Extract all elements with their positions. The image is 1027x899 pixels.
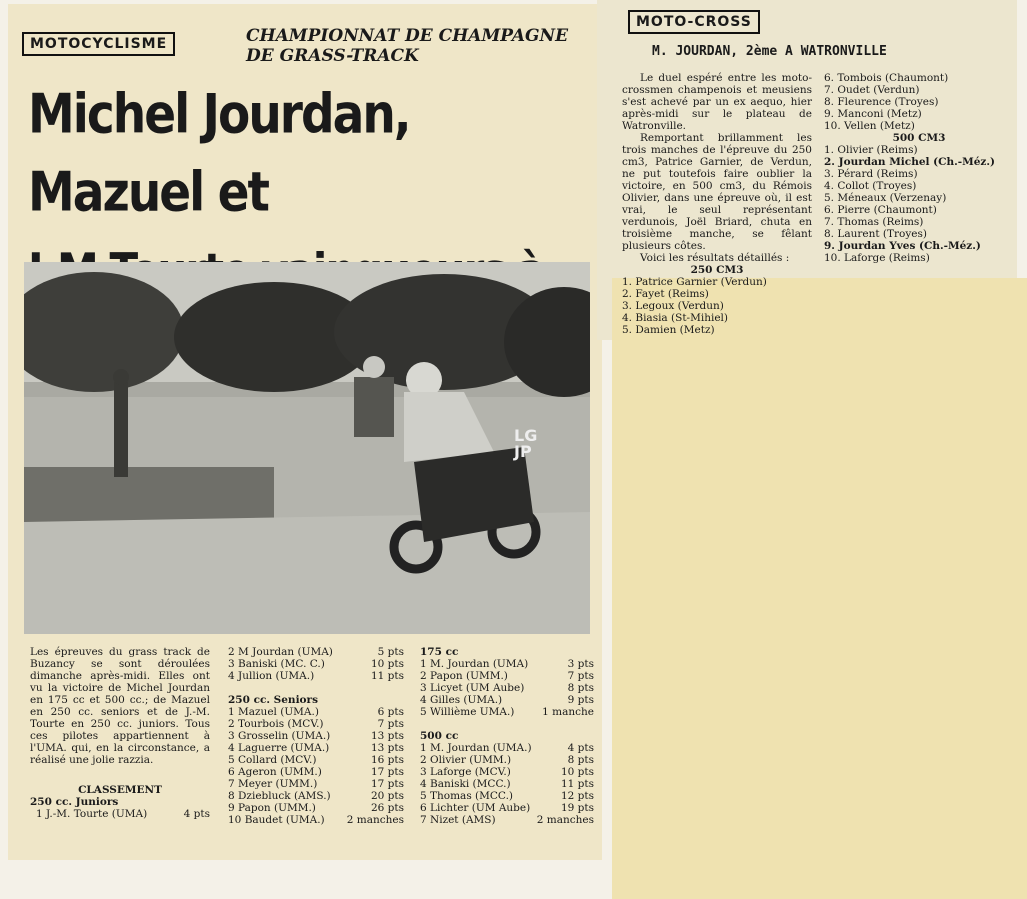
table-row: 6 Lichter (UM Aube) 19 pts — [420, 802, 594, 814]
table-row: 2 Tourbois (MCV.) 7 pts — [228, 718, 404, 730]
seniors-title: 250 cc. Seniors — [228, 694, 319, 706]
c500-right-title: 500 CM3 — [892, 132, 946, 144]
list-item: 3. Legoux (Verdun) — [622, 300, 724, 312]
subhead-line-1: CHAMPIONNAT DE CHAMPAGNE — [246, 26, 569, 46]
list-item: 10. Laforge (Reims) — [824, 252, 930, 264]
juniors-title: 250 cc. Juniors — [30, 796, 119, 808]
table-row: 1 M. Jourdan (UMA) 3 pts — [420, 658, 594, 670]
table-row: 6 Ageron (UMM.) 17 pts — [228, 766, 404, 778]
article-column-1 — [30, 646, 210, 820]
race-photo — [24, 262, 590, 634]
table-row: 3 Grosselin (UMA.) 13 pts — [228, 730, 404, 742]
list-item: 6. Pierre (Chaumont) — [824, 204, 937, 216]
list-item: 7. Oudet (Verdun) — [824, 84, 920, 96]
list-item: 1. Patrice Garnier (Verdun) — [622, 276, 767, 288]
list-item: 4. Collot (Troyes) — [824, 180, 917, 192]
table-row: 7 Meyer (UMM.) 17 pts — [228, 778, 404, 790]
c500-title: 500 cc — [420, 730, 459, 742]
table-row: 2 Papon (UMM.) 7 pts — [420, 670, 594, 682]
list-item: 8. Laurent (Troyes) — [824, 228, 927, 240]
list-item: 10. Vellen (Metz) — [824, 120, 915, 132]
list-item: 9. Jourdan Yves (Ch.-Méz.) — [824, 240, 981, 252]
right-column-1 — [622, 72, 812, 336]
watermark: LG JP — [514, 426, 538, 461]
section-tag-moto-cross: MOTO-CROSS — [628, 10, 760, 34]
paragraph-1: Le duel espéré entre les moto-crossmen champenois et meusiens s'est achevé par un ex aequo, hier après-midi sur le plateau de Watronville. — [622, 72, 812, 132]
section-tag-motocyclisme: MOTOCYCLISME — [22, 32, 175, 56]
list-item: 9. Manconi (Metz) — [824, 108, 922, 120]
table-row: 5 Thomas (MCC.) 12 pts — [420, 790, 594, 802]
table-row: 3 Licyet (UM Aube) 8 pts — [420, 682, 594, 694]
subhead-line-2: DE GRASS-TRACK — [246, 46, 419, 66]
article-column-3 — [420, 646, 594, 826]
list-item: 7. Thomas (Reims) — [824, 216, 924, 228]
table-row: 2 Olivier (UMM.) 8 pts — [420, 754, 594, 766]
table-row: 4 Baniski (MCC.) 11 pts — [420, 778, 594, 790]
c250-title: 250 CM3 — [690, 264, 744, 276]
table-row: 4 Laguerre (UMA.) 13 pts — [228, 742, 404, 754]
article-title: M. JOURDAN, 2ème A WATRONVILLE — [652, 44, 887, 59]
table-row: 5 Collard (MCV.) 16 pts — [228, 754, 404, 766]
table-row: 4 Gilles (UMA.) 9 pts — [420, 694, 594, 706]
classement-title: CLASSEMENT — [78, 784, 162, 796]
blank-paper — [612, 278, 1027, 899]
c175-title: 175 cc — [420, 646, 459, 658]
headline-line-1: Michel Jourdan, Mazuel et — [28, 82, 410, 225]
list-item: 4. Biasia (St-Mihiel) — [622, 312, 728, 324]
table-row: 3 Laforge (MCV.) 10 pts — [420, 766, 594, 778]
table-row: 10 Baudet (UMA.) 2 manches — [228, 814, 404, 826]
list-item: 5. Damien (Metz) — [622, 324, 715, 336]
list-item: 8. Fleurence (Troyes) — [824, 96, 939, 108]
article-intro: Les épreuves du grass track de Buzancy se sont déroulées dimanche après-midi. Elles ont vu la victoire de Michel Jourdan en 175 cc et 500 cc.; de Mazuel en 250 cc. seniors et de J.-M. Tourte en 250 cc. juniors. Tous ces pilotes appartiennent à l'UMA. qui, en la circonstance, a réalisé une jolie razzia. — [30, 646, 210, 766]
paragraph-3: Voici les résultats détaillés : — [640, 252, 790, 264]
list-item: 2. Fayet (Reims) — [622, 288, 709, 300]
table-row: 1 J.-M. Tourte (UMA) 4 pts — [36, 808, 210, 820]
list-item: 1. Olivier (Reims) — [824, 144, 918, 156]
article-subhead — [246, 26, 568, 66]
race-photo-image — [24, 262, 590, 634]
article-column-2 — [228, 646, 404, 826]
table-row: 7 Nizet (AMS) 2 manches — [420, 814, 594, 826]
paragraph-2: Remportant brillamment les trois manches de l'épreuve du 250 cm3, Patrice Garnier, de Verdun, ne put toutefois faire oublier la victoire, en 500 cm3, du Rémois Olivier, dans une épreuve où, il est vrai, le seul représentant verdunois, Joël Briard, chuta en troisième manche, se fêlant plusieurs côtes. — [622, 132, 812, 252]
table-row: 1 Mazuel (UMA.) 6 pts — [228, 706, 404, 718]
table-row: 4 Jullion (UMA.) 11 pts — [228, 670, 404, 682]
table-row: 9 Papon (UMM.) 26 pts — [228, 802, 404, 814]
table-row: 3 Baniski (MC. C.) 10 pts — [228, 658, 404, 670]
list-item: 5. Méneaux (Verzenay) — [824, 192, 947, 204]
table-row: 1 M. Jourdan (UMA.) 4 pts — [420, 742, 594, 754]
list-item: 6. Tombois (Chaumont) — [824, 72, 949, 84]
table-row: 5 Willième UMA.) 1 manche — [420, 706, 594, 718]
list-item: 2. Jourdan Michel (Ch.-Méz.) — [824, 156, 996, 168]
right-column-2 — [824, 72, 1014, 264]
list-item: 3. Pérard (Reims) — [824, 168, 918, 180]
table-row: 8 Dziebluck (AMS.) 20 pts — [228, 790, 404, 802]
table-row: 2 M Jourdan (UMA) 5 pts — [228, 646, 404, 658]
